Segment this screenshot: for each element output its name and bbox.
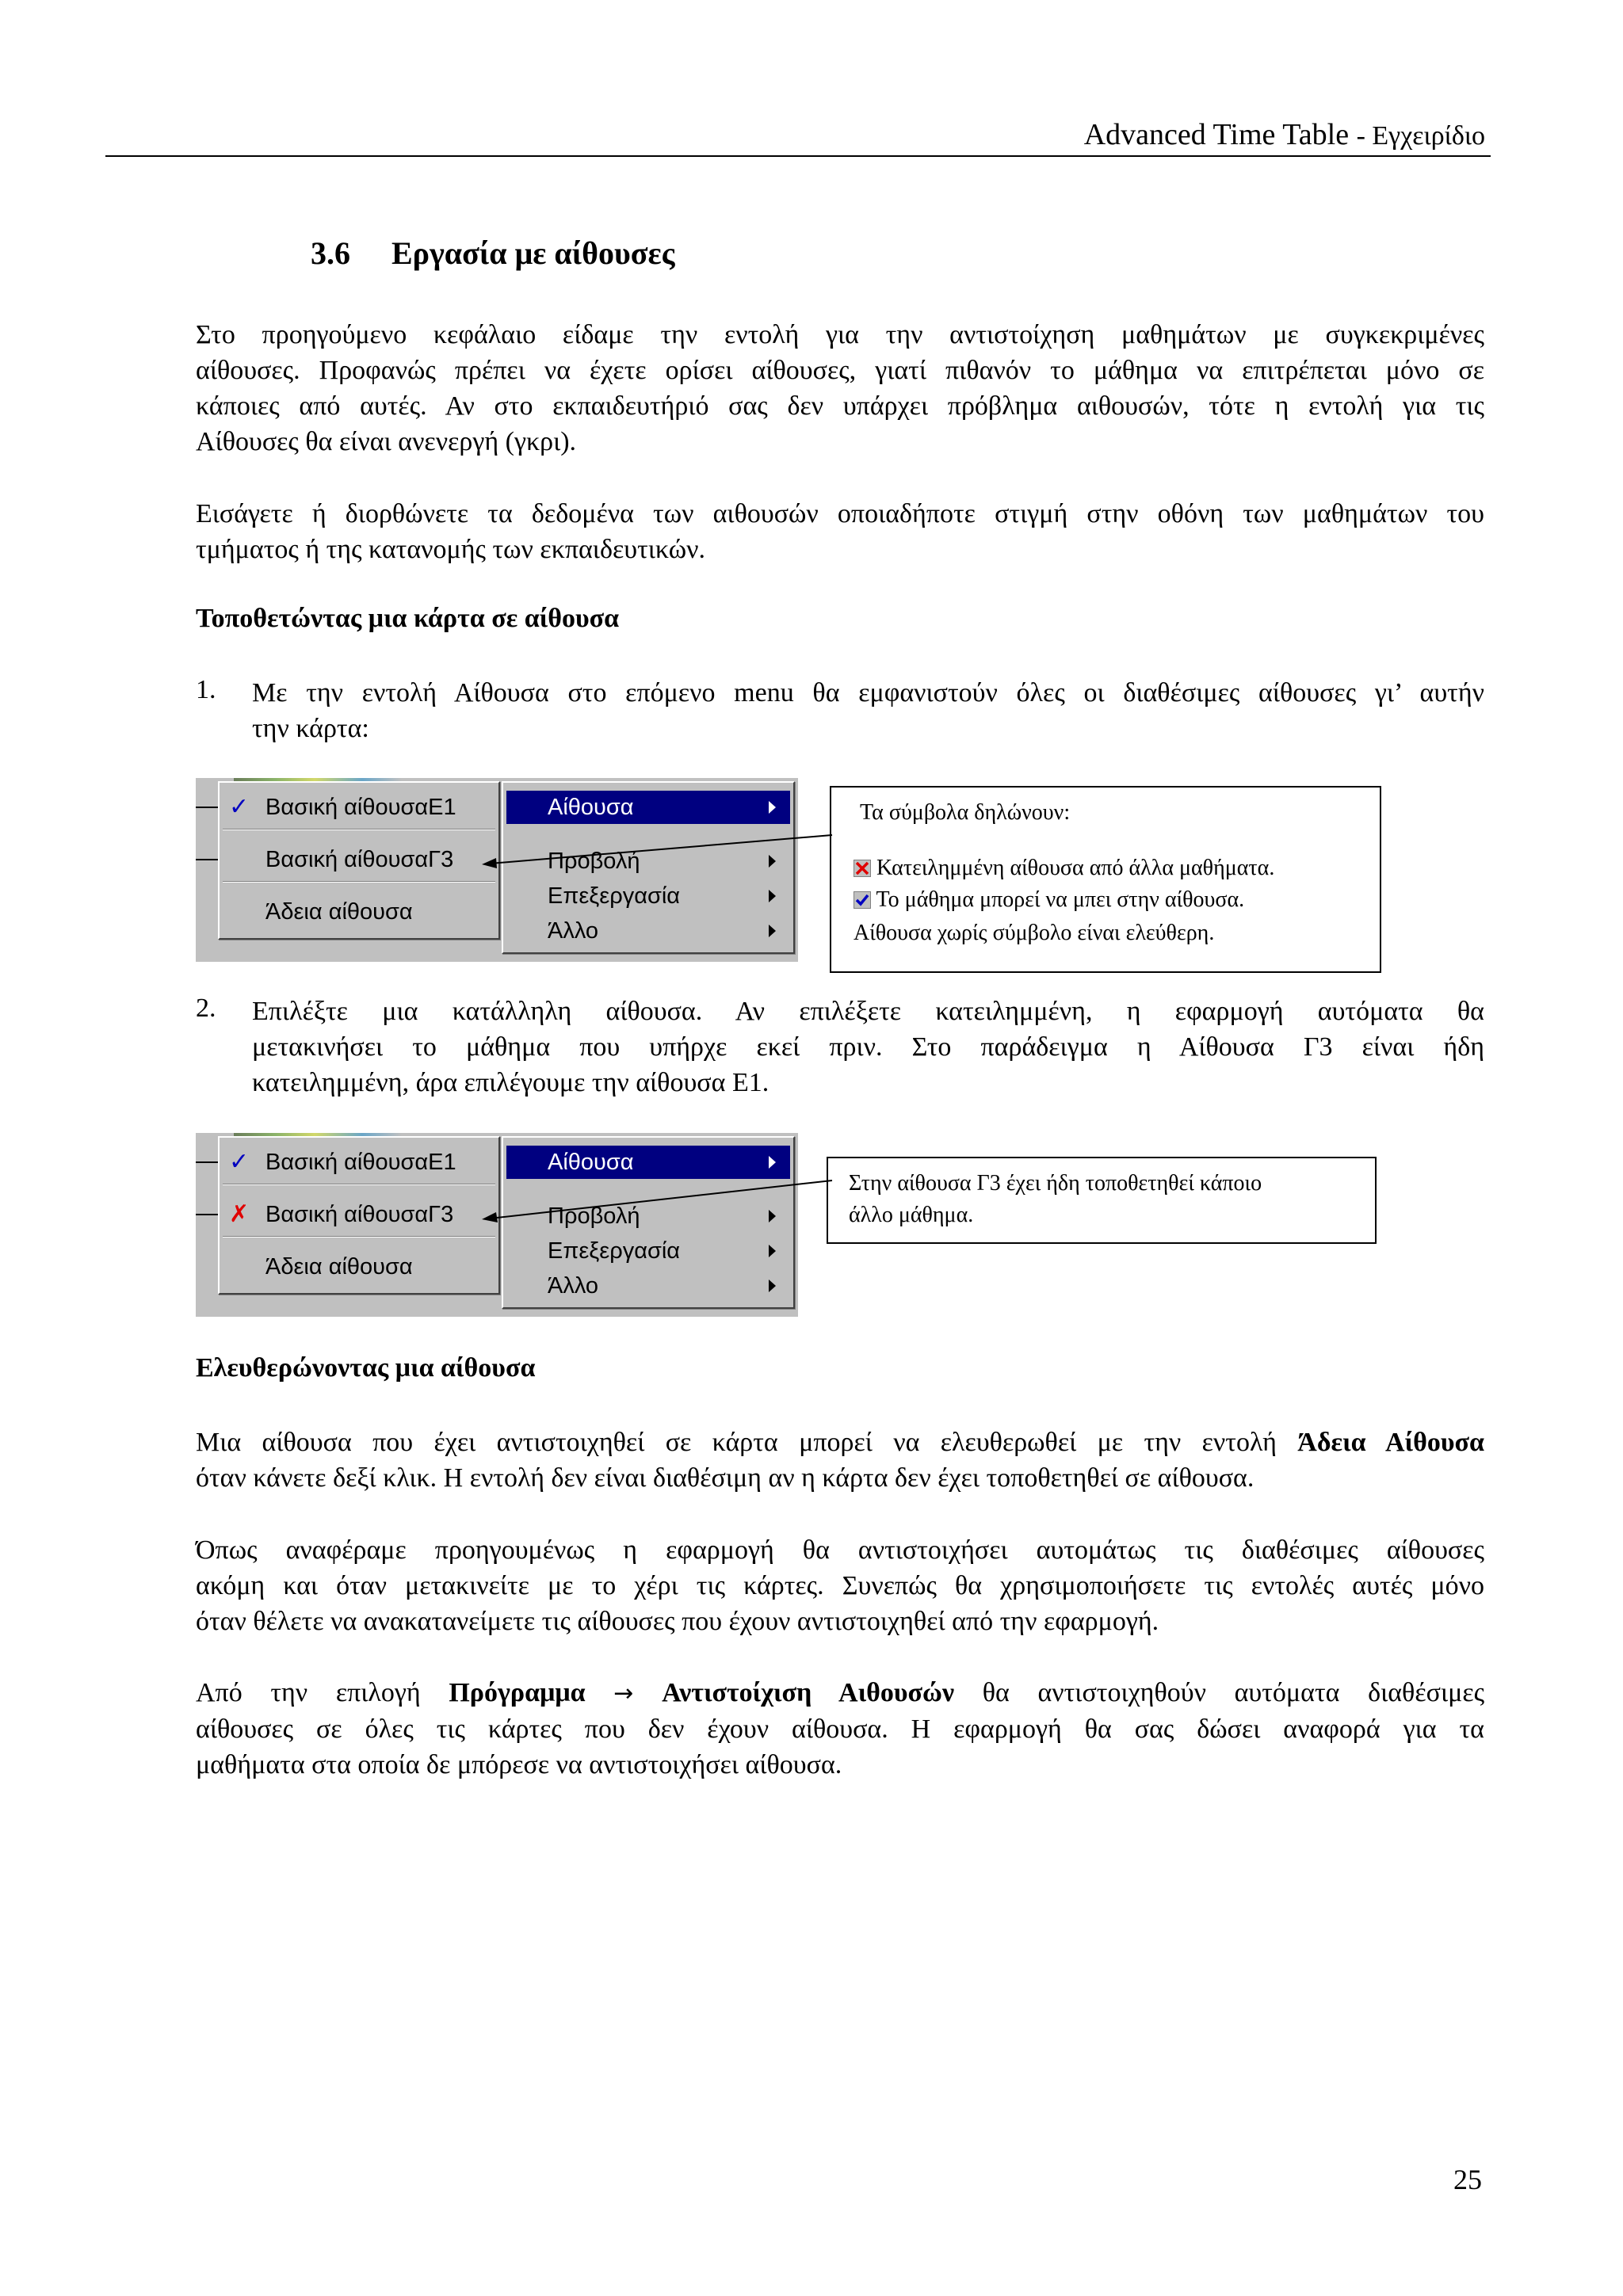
callout-text: Κατειλημμένη αίθουσα από άλλα μαθήματα. [876,856,1275,880]
running-header [1084,117,1485,152]
room-submenu [218,1136,500,1295]
submenu-arrow-icon [769,801,776,814]
card-edge [196,859,220,860]
callout-occupied [827,1157,1377,1244]
cross-icon [854,860,871,877]
menu-item-label: Άδεια αίθουσα [265,899,413,925]
text-line [196,1675,1484,1711]
submenu-arrow-icon [769,925,776,937]
text-line: αίθουσες σε όλες τις κάρτες που δεν έχουν αίθουσα. Η εφαρμογή θα σας δώσει αναφορά για τα [196,1714,1484,1744]
text-line: όταν θέλετε να ανακατανείμετε τις αίθουσες που έχουν αντιστοιχηθεί από την εφαρμογή. [196,1607,1159,1636]
menu-item-edit[interactable] [506,1234,790,1268]
callout-text: άλλο μάθημα. [849,1203,974,1227]
card-edge [196,1214,220,1215]
menu-item-label: Προβολή [548,1203,640,1229]
callout-pointer-2 [475,1177,840,1225]
subheading-placing: Τοποθετώντας μια κάρτα σε αίθουσα [196,604,620,633]
text-line: τμήματος ή της κατανομής των εκπαιδευτικών. [196,535,705,564]
menu-separator [223,1184,495,1185]
callout-symbols [830,786,1381,973]
menu-item-empty-room[interactable] [220,895,498,929]
text-line: Στο προηγούμενο κεφάλαιο είδαμε την εντολή για την αντιστοίχηση μαθημάτων με συγκεκριμένες [196,320,1484,349]
callout-line-occupied [854,856,1274,881]
callout-title: Τα σύμβολα δηλώνουν: [860,800,1071,825]
check-icon: ✓ [229,1148,250,1176]
menu-separator [223,829,495,830]
menu-item-empty-room[interactable] [220,1250,498,1283]
menu-item-room-e1[interactable] [220,1146,498,1179]
text-run: Μια αίθουσα που έχει αντιστοιχηθεί σε κάρτα μπορεί να ελευθερωθεί με την εντολή [196,1428,1277,1457]
section-number: 3.6 [311,235,350,271]
step-2-text [252,994,1484,1100]
cross-icon: ✗ [229,1200,250,1228]
callout-pointer-1 [475,832,840,879]
submenu-arrow-icon [769,1245,776,1257]
menu-item-label: Άλλο [548,1273,599,1299]
text-line: όταν κάνετε δεξί κλικ. Η εντολή δεν είναι διαθέσιμη αν η κάρτα δεν έχει τοποθετηθεί σε αίθουσα. [196,1463,1254,1493]
callout-text: Το μάθημα μπορεί να μπει στην αίθουσα. [876,887,1245,912]
section-heading [311,235,674,272]
step-1-text [252,675,1484,746]
menu-item-other[interactable] [506,914,790,948]
text-line: Επιλέξτε μια κατάλληλη αίθουσα. Αν επιλέξετε κατειλημμένη, η εφαρμογή αυτόματα θα [252,997,1484,1026]
menu-item-label: Αίθουσα [548,1150,634,1175]
menu-name: Πρόγραμμα [449,1678,586,1707]
menu-item-label: Επεξεργασία [548,1238,681,1264]
intro-paragraph-2 [196,496,1484,567]
card-edge [196,1161,220,1163]
freeing-paragraph-3 [196,1675,1484,1783]
menu-item-label: Άδεια αίθουσα [265,1254,413,1280]
menu-item-label: Βασική αίθουσαΕ1 [265,795,456,820]
text-line: Όπως αναφέραμε προηγουμένως η εφαρμογή θα αντιστοιχήσει αυτομάτως τις διαθέσιμες αίθουσες [196,1535,1484,1565]
header-subtitle: - Εγχειρίδιο [1356,121,1485,151]
submenu-arrow-icon [769,1156,776,1169]
card-edge [196,807,220,808]
step-1-number: 1. [196,675,216,704]
text-line: κάποιες από αυτές. Αν στο εκπαιδευτήριό σας δεν υπάρχει πρόβλημα αιθουσών, τότε η εντολή για τις [196,391,1484,421]
text-line [196,1425,1484,1460]
text-run: Από την επιλογή [196,1678,421,1707]
menu-item-room-g3[interactable] [220,1198,498,1231]
text-line: Με την εντολή Αίθουσα στο επόμενο menu θα εμφανιστούν όλες οι διαθέσιμες αίθουσες γι’ αυτήν [252,678,1484,707]
menu-item-label: Άλλο [548,918,599,944]
freeing-paragraph-2 [196,1532,1484,1639]
menu-item-label: Αίθουσα [548,795,634,820]
command-name: Άδεια Αίθουσα [1297,1428,1484,1457]
callout-text: Στην αίθουσα Γ3 έχει ήδη τοποθετηθεί κάποιο [849,1171,1262,1196]
menu-item-room[interactable] [506,791,790,824]
menu-screenshot-2 [196,1133,798,1317]
command-name: Αντιστοίχιση Αιθουσών [662,1678,955,1707]
menu-item-label: Επεξεργασία [548,883,681,909]
text-line: την κάρτα: [252,714,369,743]
text-line: μετακινήσει το μάθημα που υπήρχε εκεί πριν. Στο παράδειγμα η Αίθουσα Γ3 είναι ήδη [252,1032,1484,1062]
submenu-arrow-icon [769,1280,776,1292]
freeing-paragraph-1 [196,1425,1484,1496]
menu-item-room[interactable] [506,1146,790,1179]
menu-item-label: Βασική αίθουσαΓ3 [265,847,454,872]
text-line: κατειλημμένη, άρα επιλέγουμε την αίθουσα Ε1. [252,1068,769,1097]
menu-item-edit[interactable] [506,879,790,913]
check-icon: ✓ [229,793,250,821]
text-line: μαθήματα στα οποία δε μπόρεσε να αντιστοιχήσει αίθουσα. [196,1750,842,1779]
callout-line-available [854,887,1244,913]
text-line: Αίθουσες θα είναι ανενεργή (γκρι). [196,427,577,456]
callout-text: Αίθουσα χωρίς σύμβολο είναι ελεύθερη. [854,921,1215,945]
submenu-arrow-icon [769,890,776,902]
text-line: Εισάγετε ή διορθώνετε τα δεδομένα των αιθουσών οποιαδήποτε στιγμή στην οθόνη των μαθημάτων του [196,499,1484,528]
check-icon [854,891,871,909]
room-submenu [218,781,500,940]
header-title: Advanced Time Table [1083,118,1350,151]
menu-item-other[interactable] [506,1269,790,1302]
intro-paragraph-1 [196,317,1484,460]
arrow-icon: → [613,1680,634,1707]
section-title: Εργασία με αίθουσες [391,235,675,271]
menu-item-label: Βασική αίθουσαΕ1 [265,1150,456,1175]
menu-separator [223,1236,495,1238]
page-number: 25 [1453,2164,1482,2195]
menu-item-room-e1[interactable] [220,791,498,824]
header-rule [105,155,1491,157]
menu-separator [223,881,495,883]
step-2-number: 2. [196,994,216,1023]
subheading-freeing: Ελευθερώνοντας μια αίθουσα [196,1353,536,1383]
menu-item-label: Βασική αίθουσαΓ3 [265,1202,454,1227]
text-run: θα αντιστοιχηθούν αυτόματα διαθέσιμες [982,1678,1485,1707]
menu-item-label: Προβολή [548,849,640,874]
menu-item-room-g3[interactable] [220,843,498,876]
text-line: αίθουσες. Προφανώς πρέπει να έχετε ορίσει αίθουσες, γιατί πιθανόν το μάθημα να επιτρέπεται μόνο σε [196,356,1484,385]
text-line: ακόμη και όταν μετακινείτε με το χέρι τις κάρτες. Συνεπώς θα χρησιμοποιήσετε τις εντολές αυτές μόνο [196,1571,1484,1600]
